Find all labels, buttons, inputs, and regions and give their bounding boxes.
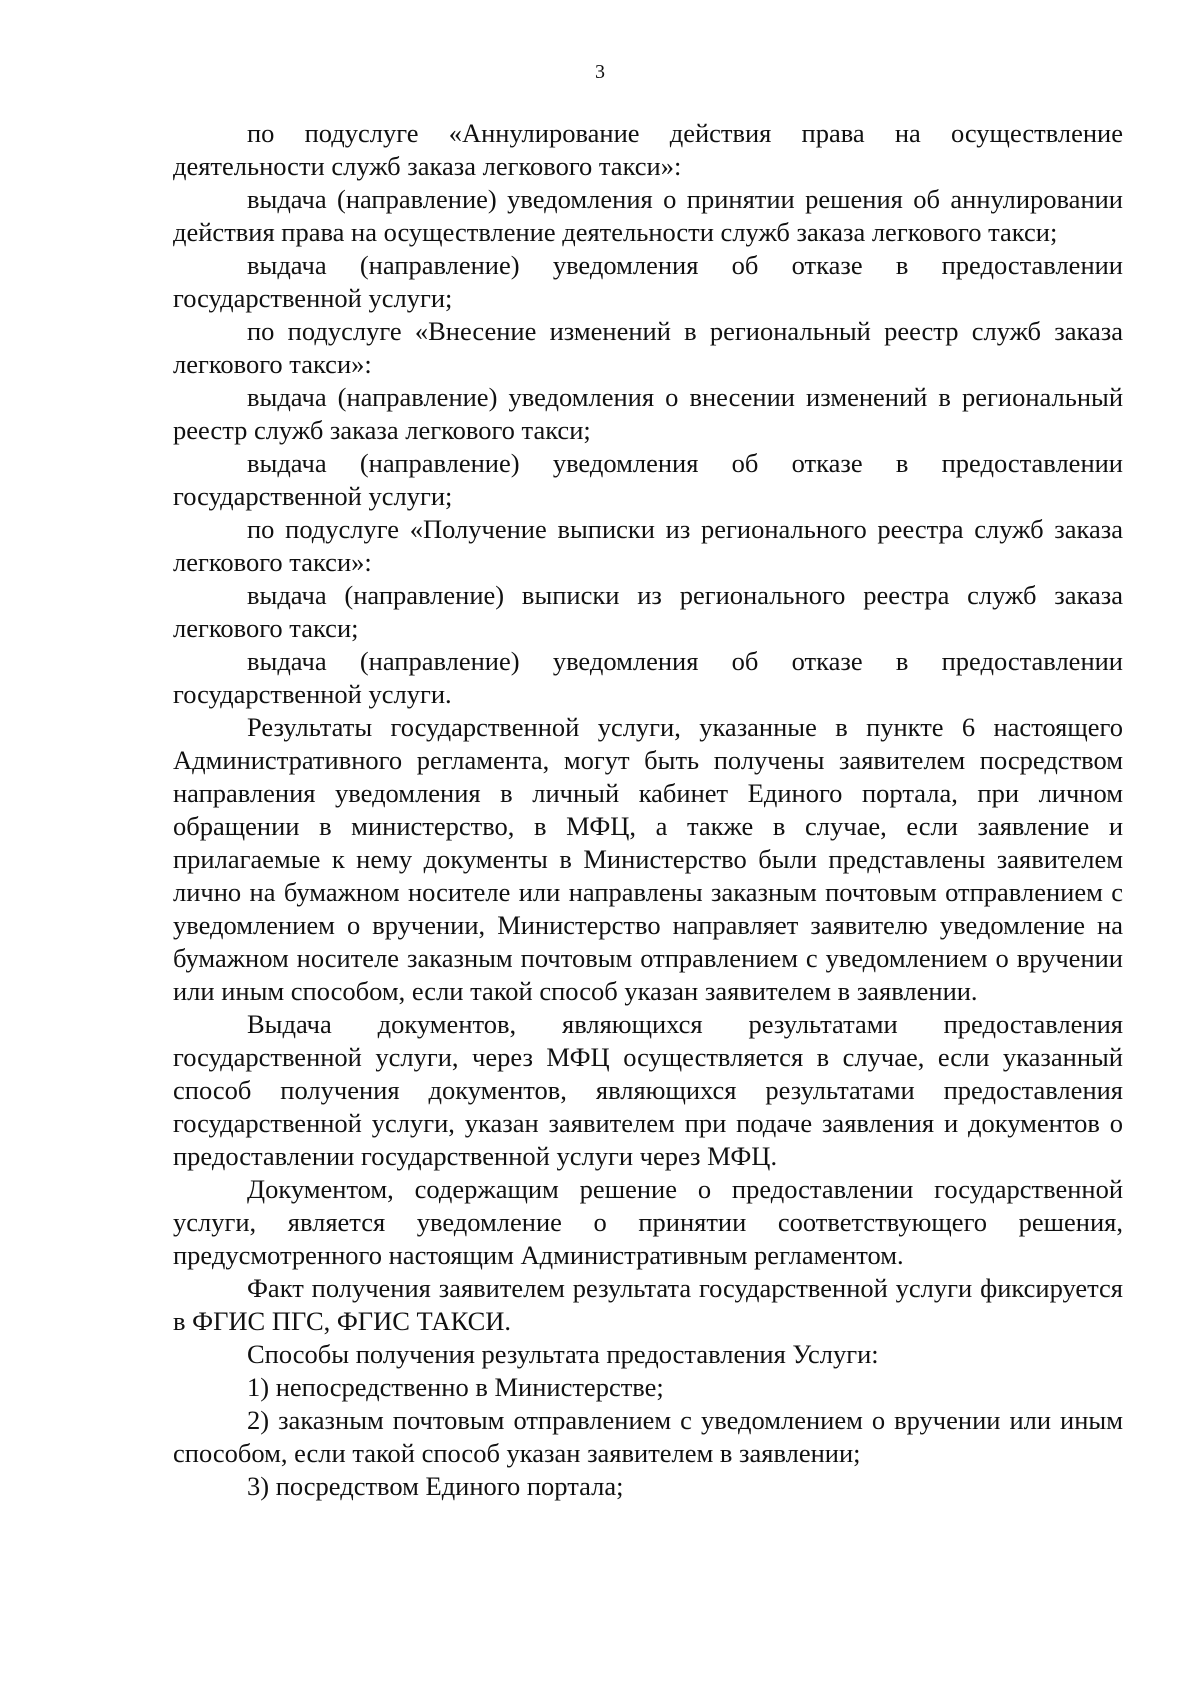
document-body — [173, 117, 1123, 1503]
paragraph: 1) непосредственно в Министерстве; — [247, 1372, 664, 1402]
paragraph: Способы получения результата предоставления Услуги: — [247, 1339, 879, 1369]
paragraph: по подуслуге «Аннулирование действия права на осуществление деятельности служб заказа легкового такси»: — [173, 118, 1123, 181]
paragraph: по подуслуге «Получение выписки из регионального реестра служб заказа легкового такси»: — [173, 514, 1123, 577]
paragraph: Документом, содержащим решение о предоставлении государственной услуги, является уведомление о принятии соответствующего решения, предусмотренного настоящим Административным регламентом. — [173, 1174, 1123, 1270]
paragraph: 3) посредством Единого портала; — [247, 1471, 624, 1501]
page-number: 3 — [595, 61, 605, 83]
paragraph: выдача (направление) уведомления об отказе в предоставлении государственной услуги; — [173, 250, 1123, 313]
paragraph: 2) заказным почтовым отправлением с уведомлением о вручении или иным способом, если такой способ указан заявителем в заявлении; — [173, 1405, 1123, 1468]
paragraph: по подуслуге «Внесение изменений в региональный реестр служб заказа легкового такси»: — [173, 316, 1123, 379]
paragraph: Факт получения заявителем результата государственной услуги фиксируется в ФГИС ПГС, ФГИС ТАКСИ. — [173, 1273, 1123, 1336]
paragraph: выдача (направление) уведомления о принятии решения об аннулировании действия права на осуществление деятельности служб заказа легкового такси; — [173, 184, 1123, 247]
paragraph: выдача (направление) уведомления об отказе в предоставлении государственной услуги; — [173, 448, 1123, 511]
paragraph: Результаты государственной услуги, указанные в пункте 6 настоящего Административного регламента, могут быть получены заявителем посредством направления уведомления в личный кабинет Единого портала, при личном обращении в министерство, в МФЦ, а также в случае, если заявление и прилагаемые к нему документы в Министерство были представлены заявителем лично на бумажном носителе или направлены заказным почтовым отправлением с уведомлением о вручении, Министерство направляет заявителю уведомление на бумажном носителе заказным почтовым отправлением с уведомлением о вручении или иным способом, если такой способ указан заявителем в заявлении. — [173, 712, 1123, 1006]
paragraph: Выдача документов, являющихся результатами предоставления государственной услуги, через МФЦ осуществляется в случае, если указанный способ получения документов, являющихся результатами предоставления государственной услуги, указан заявителем при подаче заявления и документов о предоставлении государственной услуги через МФЦ. — [173, 1009, 1123, 1171]
paragraph: выдача (направление) уведомления о внесении изменений в региональный реестр служб заказа легкового такси; — [173, 382, 1123, 445]
paragraph: выдача (направление) уведомления об отказе в предоставлении государственной услуги. — [173, 646, 1123, 709]
paragraph: выдача (направление) выписки из регионального реестра служб заказа легкового такси; — [173, 580, 1123, 643]
